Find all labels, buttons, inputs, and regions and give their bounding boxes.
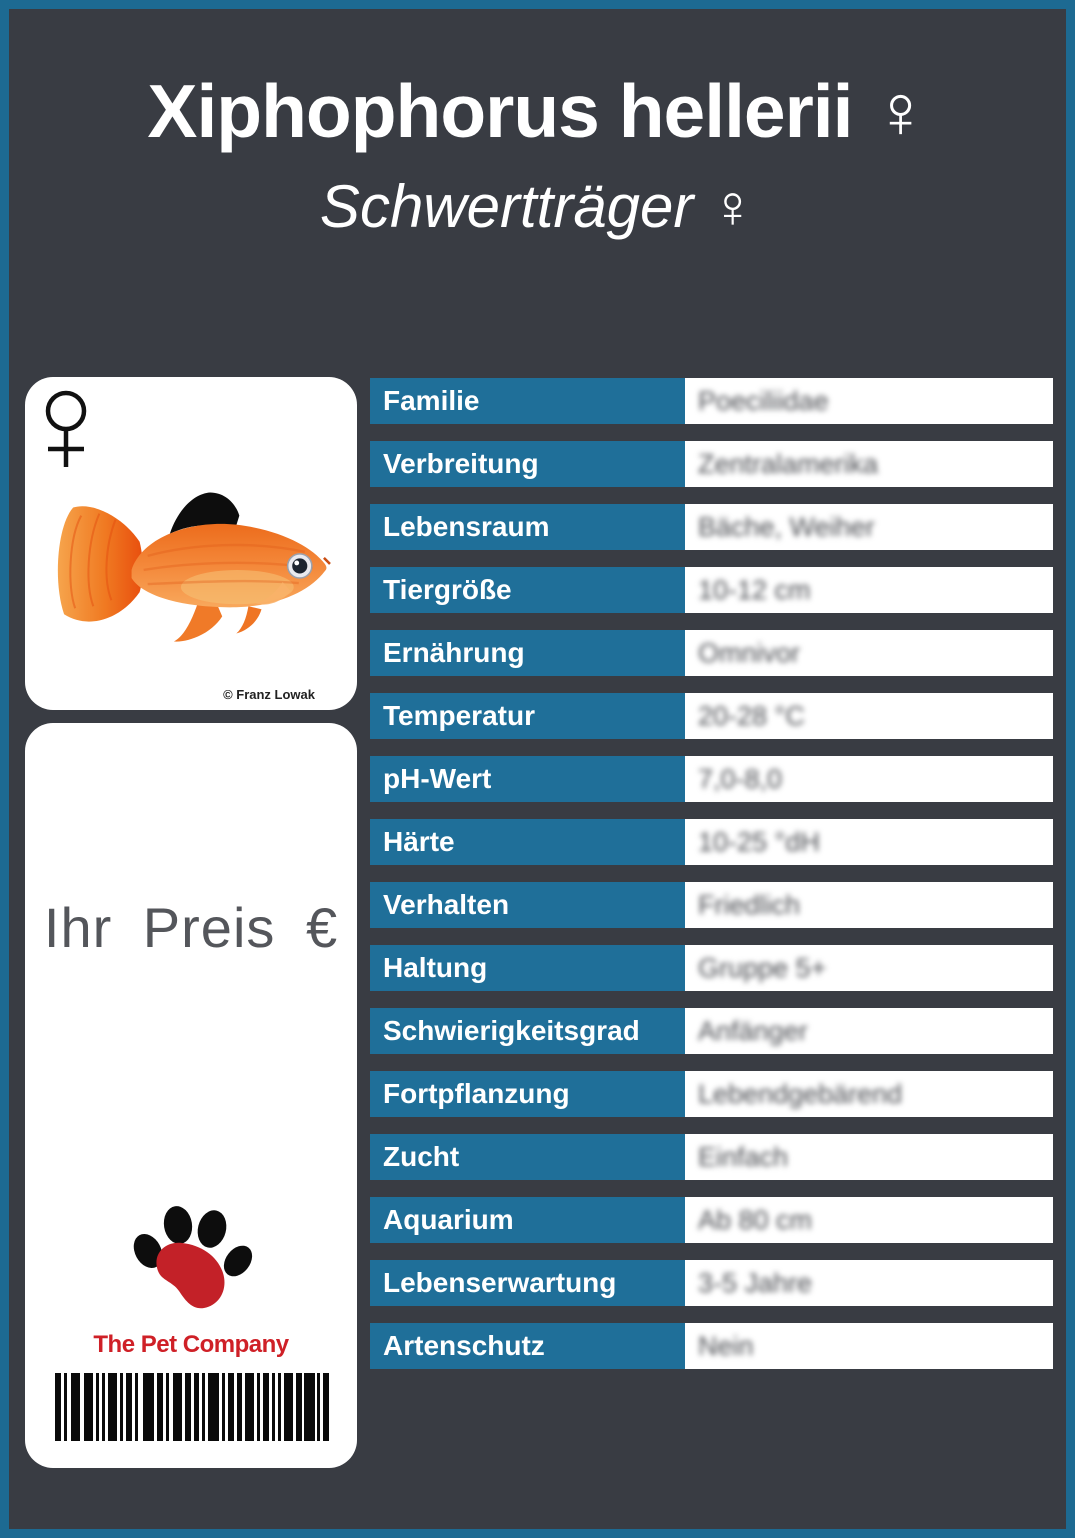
photo-credit: © Franz Lowak — [223, 687, 315, 702]
spec-value — [685, 567, 1053, 613]
spec-value — [685, 945, 1053, 991]
common-name-subtitle: Schwertträger ♀ — [319, 173, 756, 240]
spec-value — [685, 1134, 1053, 1180]
spec-value — [685, 630, 1053, 676]
spec-row — [370, 1260, 1053, 1306]
spec-label: Familie — [370, 378, 685, 424]
spec-value — [685, 756, 1053, 802]
spec-value-text: Lebendgebärend — [698, 1079, 903, 1109]
spec-label: pH-Wert — [370, 756, 685, 802]
spec-row — [370, 945, 1053, 991]
spec-value-text: 10-25 °dH — [698, 827, 820, 857]
spec-label: Artenschutz — [370, 1323, 685, 1369]
spec-value — [685, 1260, 1053, 1306]
species-title: Xiphophorus hellerii ♀ — [147, 69, 928, 153]
spec-value-text: Poeciliidae — [698, 386, 829, 416]
spec-label: Verbreitung — [370, 441, 685, 487]
spec-row — [370, 567, 1053, 613]
spec-label: Schwierigkeitsgrad — [370, 1008, 685, 1054]
spec-label: Härte — [370, 819, 685, 865]
spec-row — [370, 882, 1053, 928]
spec-label: Tiergröße — [370, 567, 685, 613]
spec-row — [370, 693, 1053, 739]
spec-label: Zucht — [370, 1134, 685, 1180]
spec-row — [370, 504, 1053, 550]
spec-value — [685, 1071, 1053, 1117]
spec-value-text: Einfach — [698, 1142, 789, 1172]
spec-value — [685, 1008, 1053, 1054]
spec-row — [370, 630, 1053, 676]
spec-label: Temperatur — [370, 693, 685, 739]
spec-table — [370, 378, 1053, 1378]
spec-value — [685, 1323, 1053, 1369]
swordtail-fish-image — [51, 485, 333, 657]
spec-row — [370, 441, 1053, 487]
spec-label: Lebenserwartung — [370, 1260, 685, 1306]
paw-print-logo-icon — [126, 1201, 256, 1329]
spec-value — [685, 504, 1053, 550]
price-card — [25, 723, 357, 1468]
spec-value-text: Gruppe 5+ — [698, 953, 827, 983]
spec-row — [370, 1197, 1053, 1243]
spec-value — [685, 378, 1053, 424]
spec-value-text: Bäche, Weiher — [698, 512, 875, 542]
spec-row — [370, 1134, 1053, 1180]
spec-row — [370, 378, 1053, 424]
spec-label: Verhalten — [370, 882, 685, 928]
spec-label: Lebensraum — [370, 504, 685, 550]
spec-value — [685, 1197, 1053, 1243]
spec-value-text: Zentralamerika — [698, 449, 879, 479]
spec-value-text: Friedlich — [698, 890, 801, 920]
female-icon — [41, 389, 107, 481]
spec-row — [370, 756, 1053, 802]
brand-name: The Pet Company — [93, 1331, 289, 1358]
photo-card — [25, 377, 357, 710]
spec-label: Haltung — [370, 945, 685, 991]
spec-label: Fortpflanzung — [370, 1071, 685, 1117]
spec-label: Aquarium — [370, 1197, 685, 1243]
spec-value-text: 20-28 °C — [698, 701, 805, 731]
spec-value-text: Ab 80 cm — [698, 1205, 813, 1235]
spec-value-text: 7,0-8,0 — [698, 764, 783, 794]
spec-value — [685, 882, 1053, 928]
barcode — [55, 1373, 329, 1441]
spec-value — [685, 441, 1053, 487]
spec-value — [685, 693, 1053, 739]
spec-value-text: Omnivor — [698, 638, 801, 668]
spec-row — [370, 1323, 1053, 1369]
spec-row — [370, 819, 1053, 865]
spec-value-text: Anfänger — [698, 1016, 808, 1046]
spec-value-text: 10-12 cm — [698, 575, 811, 605]
spec-value-text: Nein — [698, 1331, 754, 1361]
spec-row — [370, 1071, 1053, 1117]
price-label: Ihr Preis € — [43, 896, 339, 959]
spec-value-text: 3-5 Jahre — [698, 1268, 813, 1298]
spec-row — [370, 1008, 1053, 1054]
spec-label: Ernährung — [370, 630, 685, 676]
spec-value — [685, 819, 1053, 865]
